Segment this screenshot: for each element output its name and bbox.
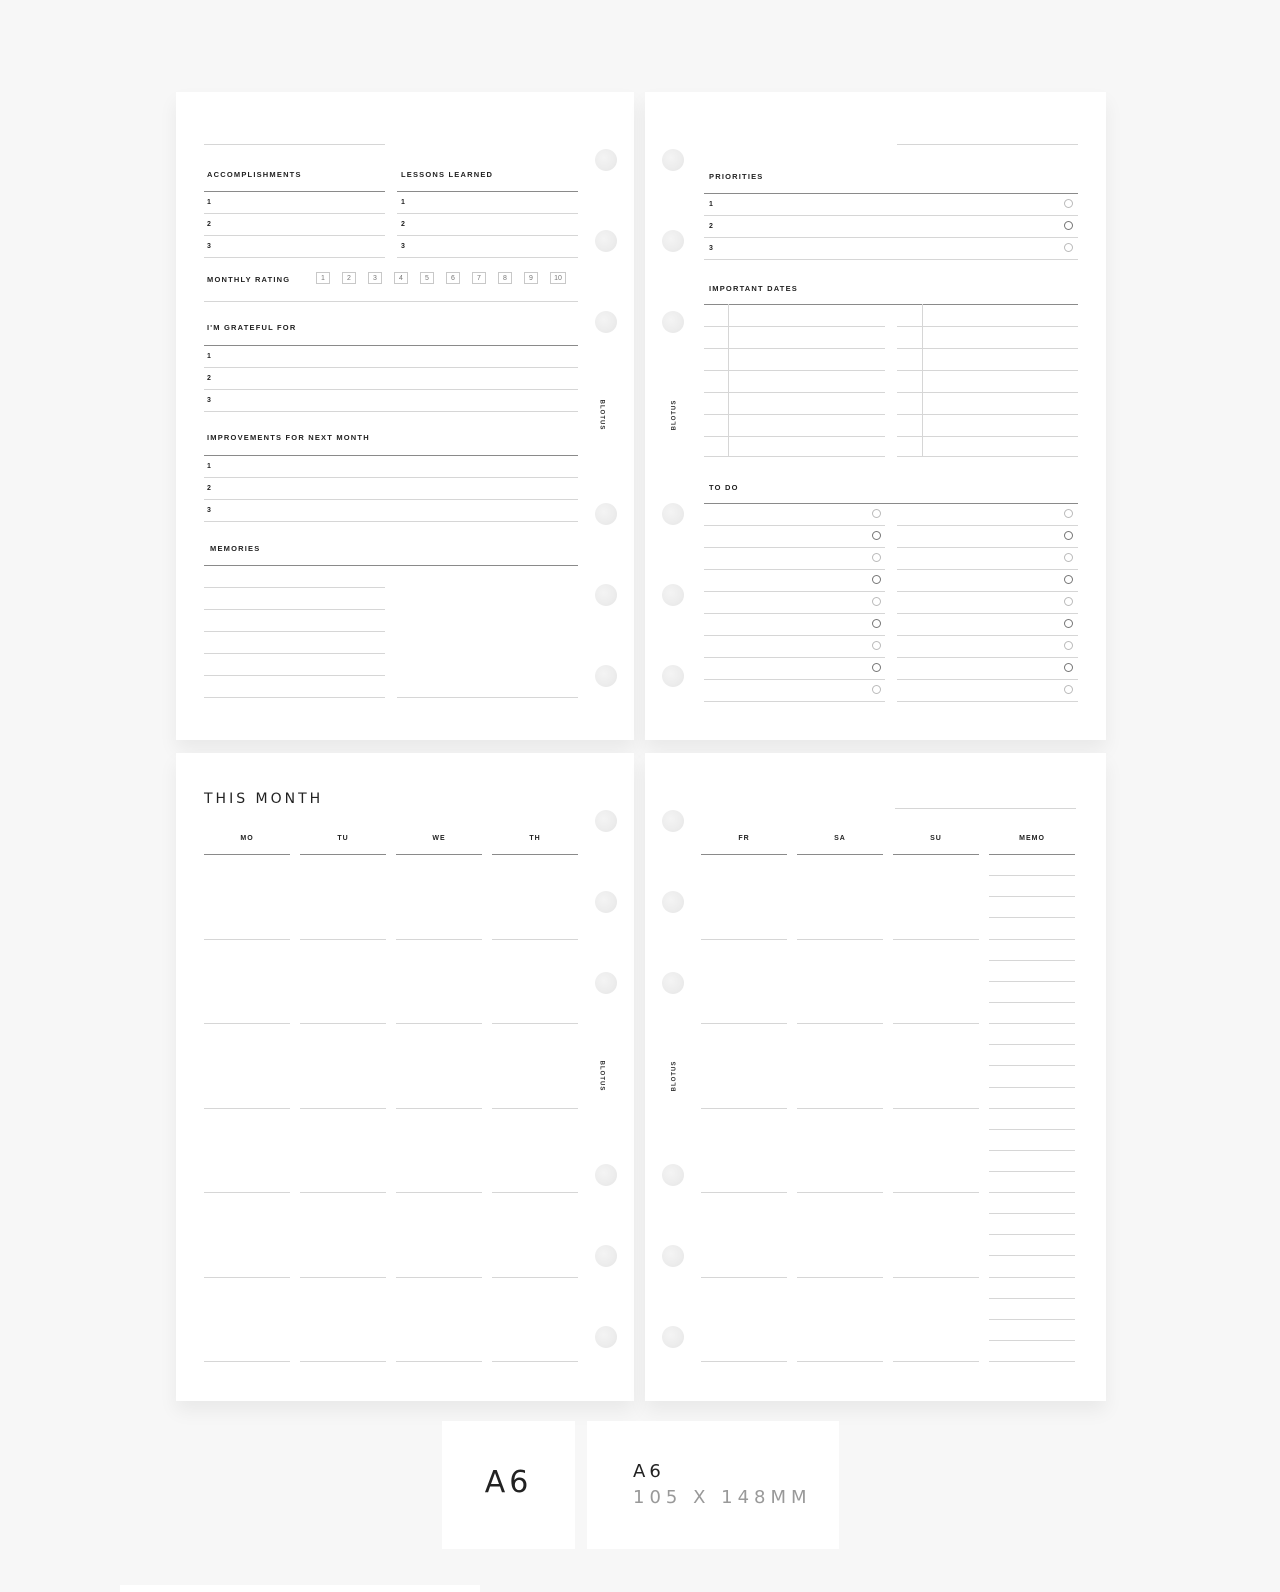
size-label-small: A6	[633, 1461, 665, 1482]
ring-hole	[662, 891, 684, 913]
planner-page-month-left	[176, 753, 634, 1401]
rating-box[interactable]: 2	[342, 272, 356, 284]
day-header-mo: MO	[240, 835, 254, 842]
ring-hole	[595, 810, 617, 832]
day-header-we: WE	[432, 835, 446, 842]
ring-hole	[662, 230, 684, 252]
ring-hole	[662, 1326, 684, 1348]
todo-checkbox[interactable]	[1064, 553, 1073, 562]
todo-checkbox[interactable]	[1064, 575, 1073, 584]
important-dates-label: IMPORTANT DATES	[709, 284, 798, 293]
brand-mark: BLOTUS	[671, 1060, 678, 1092]
day-header-th: TH	[529, 835, 541, 842]
page-title: THIS MONTH	[204, 791, 324, 807]
ring-hole	[662, 1164, 684, 1186]
ring-hole	[662, 665, 684, 687]
ring-hole	[662, 503, 684, 525]
todo-checkbox[interactable]	[1064, 619, 1073, 628]
grateful-label: I'M GRATEFUL FOR	[207, 323, 297, 332]
size-card-a6	[442, 1421, 575, 1549]
brand-mark: BLOTUS	[671, 399, 678, 431]
day-header-su: SU	[930, 835, 942, 842]
rating-box[interactable]: 1	[316, 272, 330, 284]
rating-box[interactable]: 7	[472, 272, 486, 284]
todo-checkbox[interactable]	[872, 509, 881, 518]
rating-box[interactable]: 6	[446, 272, 460, 284]
day-header-tu: TU	[337, 835, 349, 842]
ring-hole	[595, 230, 617, 252]
todo-checkbox[interactable]	[872, 641, 881, 650]
size-card-dimensions	[587, 1421, 839, 1549]
size-dimensions: 105 X 148MM	[633, 1487, 812, 1508]
todo-checkbox[interactable]	[872, 619, 881, 628]
todo-checkbox[interactable]	[1064, 597, 1073, 606]
ring-hole	[595, 891, 617, 913]
ring-hole	[595, 149, 617, 171]
todo-checkbox[interactable]	[872, 685, 881, 694]
todo-checkbox[interactable]	[872, 575, 881, 584]
improvements-label: IMPROVEMENTS FOR NEXT MONTH	[207, 433, 370, 442]
todo-checkbox[interactable]	[872, 553, 881, 562]
todo-checkbox[interactable]	[1064, 509, 1073, 518]
todo-checkbox[interactable]	[1064, 531, 1073, 540]
ring-hole	[662, 972, 684, 994]
footer-strip	[120, 1585, 480, 1592]
priority-checkbox[interactable]	[1064, 221, 1073, 230]
todo-checkbox[interactable]	[1064, 685, 1073, 694]
ring-hole	[595, 1326, 617, 1348]
ring-hole	[595, 972, 617, 994]
ring-hole	[662, 810, 684, 832]
ring-hole	[595, 1245, 617, 1267]
rating-box[interactable]: 10	[550, 272, 566, 284]
planner-page-month-right	[645, 753, 1106, 1401]
rating-box[interactable]: 4	[394, 272, 408, 284]
priorities-label: PRIORITIES	[709, 172, 764, 181]
ring-hole	[595, 665, 617, 687]
priority-checkbox[interactable]	[1064, 243, 1073, 252]
ring-hole	[595, 1164, 617, 1186]
rating-box[interactable]: 9	[524, 272, 538, 284]
todo-checkbox[interactable]	[1064, 641, 1073, 650]
todo-checkbox[interactable]	[872, 531, 881, 540]
ring-hole	[595, 503, 617, 525]
rating-box[interactable]: 5	[420, 272, 434, 284]
ring-hole	[662, 1245, 684, 1267]
monthly-rating-label: MONTHLY RATING	[207, 275, 291, 284]
ring-hole	[662, 311, 684, 333]
day-header-sa: SA	[834, 835, 846, 842]
ring-hole	[662, 149, 684, 171]
todo-checkbox[interactable]	[872, 663, 881, 672]
ring-hole	[662, 584, 684, 606]
lessons-learned-label: LESSONS LEARNED	[401, 170, 494, 179]
planner-page-review: ACCOMPLISHMENTS LESSONS LEARNED 1 2 3 1 2 3 MONTHLY RATING 1 2 3 4 5 6 7 8 9 10 I'M GRATEFUL FOR 1 2 3 IMPROVEMENTS FOR NEXT MONTH 1 2 3 MEMORIES BLOTUS	[176, 92, 634, 740]
accomplishments-label: ACCOMPLISHMENTS	[207, 170, 302, 179]
rating-box[interactable]: 3	[368, 272, 382, 284]
brand-mark: BLOTUS	[598, 399, 605, 431]
size-label-large: A6	[484, 1465, 533, 1500]
ring-hole	[595, 311, 617, 333]
planner-page-priorities: PRIORITIES 1 2 3 IMPORTANT DATES TO DO BLOTUS	[645, 92, 1106, 740]
rating-box[interactable]: 8	[498, 272, 512, 284]
ring-hole	[595, 584, 617, 606]
day-header-fr: FR	[738, 835, 750, 842]
priority-checkbox[interactable]	[1064, 199, 1073, 208]
todo-label: TO DO	[709, 483, 739, 492]
todo-checkbox[interactable]	[1064, 663, 1073, 672]
memo-header: MEMO	[1019, 835, 1045, 842]
todo-checkbox[interactable]	[872, 597, 881, 606]
memories-label: MEMORIES	[210, 544, 261, 553]
brand-mark: BLOTUS	[598, 1060, 605, 1092]
